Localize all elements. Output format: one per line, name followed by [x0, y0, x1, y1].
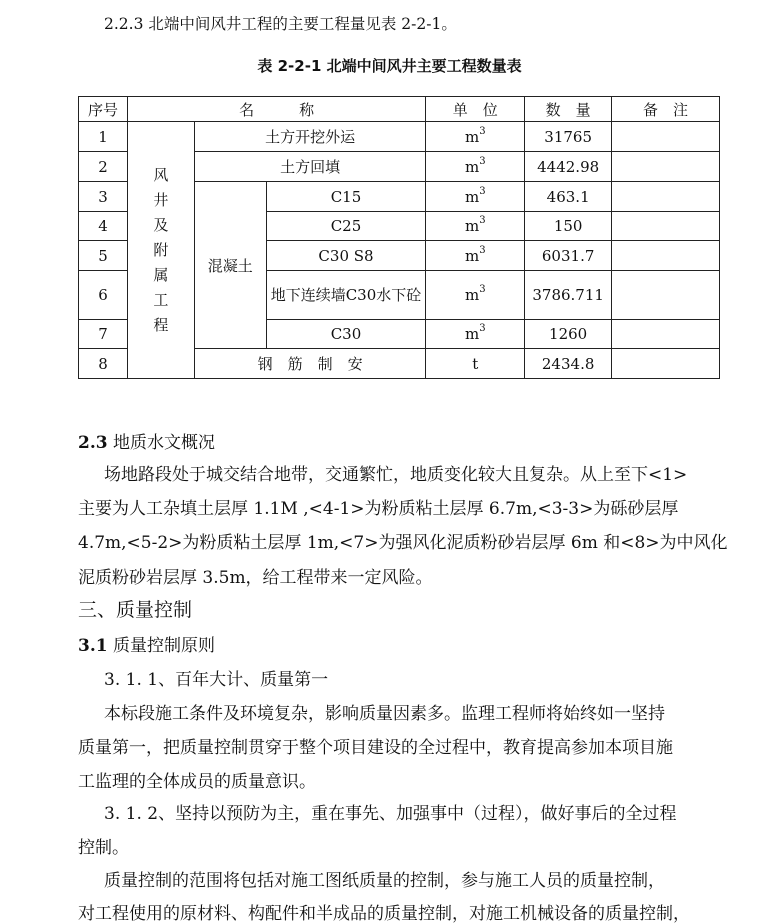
paragraph-line: 4.7m,<5-2>为粉质粘土层厚 1m,<7>为强风化泥质粉砂岩层厚 6m 和<8>为中风化 [78, 533, 728, 553]
cell-no: 6 [79, 271, 128, 320]
intro-text: 2.2.3 北端中间风井工程的主要工程量见表 2-2-1。 [104, 15, 457, 33]
cell-unit: t [426, 349, 525, 379]
paragraph-line: 对工程使用的原材料、构配件和半成品的质量控制，对施工机械设备的质量控制， [78, 904, 690, 924]
concrete-label-cell: 混凝土 [194, 182, 266, 349]
paragraph-line: 质量控制的范围将包括对施工图纸质量的控制，参与施工人员的质量控制， [104, 871, 665, 891]
cell-name: C30 S8 [266, 241, 426, 271]
cell-note [612, 271, 720, 320]
cell-note [612, 182, 720, 212]
section-heading-3: 三、质量控制 [78, 599, 193, 621]
cell-name: 地下连续墙C30水下砼 [266, 271, 426, 320]
cell-qty: 6031.7 [525, 241, 612, 271]
cell-unit: $m^3$ [426, 320, 525, 349]
cell-note [612, 212, 720, 241]
cell-unit: $m^3$ [426, 122, 525, 152]
cell-no: 7 [79, 320, 128, 349]
cell-no: 1 [79, 122, 128, 152]
section-heading-2-3: 2.3 地质水文概况 [78, 433, 215, 453]
cell-name: 土方回填 [194, 152, 426, 182]
cell-no: 2 [79, 152, 128, 182]
paragraph-line: 场地路段处于城交结合地带，交通繁忙，地质变化较大且复杂。从上至下<1> [104, 465, 688, 485]
cell-name: 土方开挖外运 [194, 122, 426, 152]
sub-item-3-1-2: 3. 1. 2、坚持以预防为主，重在事先、加强事中（过程），做好事后的全过程 [104, 804, 677, 824]
cell-name: C25 [266, 212, 426, 241]
paragraph-line: 控制。 [78, 838, 129, 858]
table-row [79, 122, 720, 152]
cell-unit: $m^3$ [426, 212, 525, 241]
cell-qty: 31765 [525, 122, 612, 152]
cell-no: 8 [79, 349, 128, 379]
cell-note [612, 320, 720, 349]
cell-unit: $m^3$ [426, 152, 525, 182]
cell-qty: 463.1 [525, 182, 612, 212]
group-label-cell: 风 井 及 附 属 工 程 [127, 122, 194, 379]
header-unit: 单 位 [426, 97, 525, 122]
cell-name: 钢 筋 制 安 [194, 349, 426, 379]
cell-unit: $m^3$ [426, 271, 525, 320]
table-header-row [79, 97, 720, 122]
cell-no: 5 [79, 241, 128, 271]
cell-note [612, 152, 720, 182]
table-caption: 表 2-2-1 北端中间风井主要工程数量表 [257, 57, 522, 75]
header-qty: 数 量 [525, 97, 612, 122]
cell-unit: $m^3$ [426, 241, 525, 271]
cell-qty: 4442.98 [525, 152, 612, 182]
cell-no: 4 [79, 212, 128, 241]
paragraph-line: 本标段施工条件及环境复杂，影响质量因素多。监理工程师将始终如一坚持 [104, 704, 665, 724]
section-heading-3-1: 3.1 质量控制原则 [78, 636, 215, 656]
cell-qty: 2434.8 [525, 349, 612, 379]
paragraph-line: 泥质粉砂岩层厚 3.5m，给工程带来一定风险。 [78, 568, 433, 588]
cell-note [612, 122, 720, 152]
header-note: 备 注 [612, 97, 720, 122]
header-name: 名 称 [127, 97, 425, 122]
sub-item-3-1-1: 3. 1. 1、百年大计、质量第一 [104, 670, 329, 690]
paragraph-line: 质量第一，把质量控制贯穿于整个项目建设的全过程中，教育提高参加本项目施 [78, 738, 673, 758]
cell-qty: 150 [525, 212, 612, 241]
cell-qty: 3786.711 [525, 271, 612, 320]
cell-note [612, 241, 720, 271]
paragraph-line: 主要为人工杂填土层厚 1.1M ,<4-1>为粉质粘土层厚 6.7m,<3-3>为砾砂层厚 [78, 499, 679, 519]
cell-name: C15 [266, 182, 426, 212]
cell-qty: 1260 [525, 320, 612, 349]
header-no: 序号 [79, 97, 128, 122]
quantity-table [78, 96, 720, 379]
cell-name: C30 [266, 320, 426, 349]
cell-unit: $m^3$ [426, 182, 525, 212]
cell-note [612, 349, 720, 379]
cell-no: 3 [79, 182, 128, 212]
paragraph-line: 工监理的全体成员的质量意识。 [78, 772, 316, 792]
